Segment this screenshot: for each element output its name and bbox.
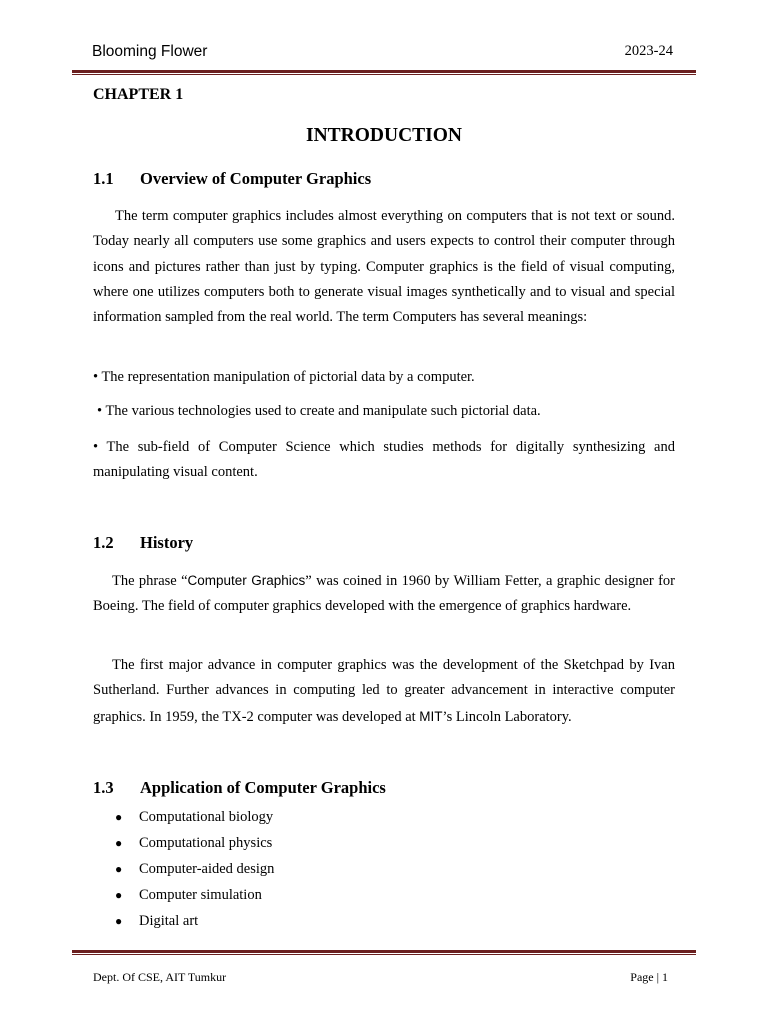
overview-paragraph: The term computer graphics includes almost everything on computers that is not text or sound. Today nearly all computers use some graphics and users expects to control their computer through icons and pictures rather than just by typing. Computer graphics is the field of visual computing, where one utilizes computers both to generate visual images synthetically and to visual and special information sampled from the real world. The term Computers has several meanings: [93, 208, 675, 326]
chapter-label: CHAPTER 1 [93, 86, 184, 103]
list-item [115, 830, 515, 856]
text-run: The first major advance in computer graphics was the development of the Sketchpad by Ivan Sutherland. Further advances in computing led to greater advancement in interactive computer graphics. In 1959, the TX-2 computer was developed at [93, 657, 675, 725]
list-item-label: Computer-aided design [139, 861, 275, 877]
header-title: Blooming Flower [92, 43, 208, 60]
text-run: ” was coined in 1960 by William Fetter, a graphic designer for Boeing. The field of computer graphics developed with the emergence of graphics hardware. [93, 573, 675, 615]
history-paragraph-1 [93, 568, 675, 620]
list-item [115, 882, 515, 908]
overview-bullet: • The various technologies used to create and manipulate such pictorial data. [97, 403, 541, 419]
list-item-label: Computer simulation [139, 887, 262, 903]
section-number: 1.2 [93, 533, 114, 552]
section-number: 1.1 [93, 169, 114, 188]
section-title: Application of Computer Graphics [140, 778, 386, 797]
section-heading-overview [93, 169, 371, 189]
chapter-title: INTRODUCTION [305, 125, 463, 146]
bullet-icon: ● [115, 862, 123, 876]
header-year: 2023-24 [624, 43, 673, 59]
overview-bullet: • The representation manipulation of pictorial data by a computer. [93, 369, 475, 385]
list-item [115, 856, 515, 882]
term-mit: MIT [419, 708, 443, 724]
list-item [115, 804, 515, 830]
section-heading-applications [93, 778, 386, 798]
bullet-icon: ● [115, 810, 123, 824]
text-run: ’s Lincoln Laboratory. [442, 708, 572, 725]
bullet-icon: ● [115, 836, 123, 850]
applications-list [115, 804, 515, 934]
footer-department: Dept. Of CSE, AIT Tumkur [93, 970, 227, 984]
list-item [115, 908, 515, 934]
list-item-label: Computational physics [139, 835, 273, 851]
term-computer-graphics: Computer Graphics [187, 573, 306, 588]
overview-bullet: • The sub-field of Computer Science which studies methods for digitally synthesizing and manipulating visual content. [93, 439, 675, 481]
section-heading-history [93, 533, 193, 553]
section-title: Overview of Computer Graphics [140, 169, 372, 188]
header-divider [72, 70, 696, 73]
text-run: The phrase “ [112, 573, 188, 589]
bullet-icon: ● [115, 888, 123, 902]
section-number: 1.3 [93, 778, 114, 797]
list-item-label: Digital art [139, 913, 199, 929]
history-paragraph-2 [93, 653, 675, 730]
footer-divider [72, 950, 696, 953]
list-item-label: Computational biology [139, 809, 274, 825]
section-title: History [140, 533, 194, 552]
bullet-icon: ● [115, 914, 123, 928]
footer-page-number: Page | 1 [630, 970, 668, 984]
